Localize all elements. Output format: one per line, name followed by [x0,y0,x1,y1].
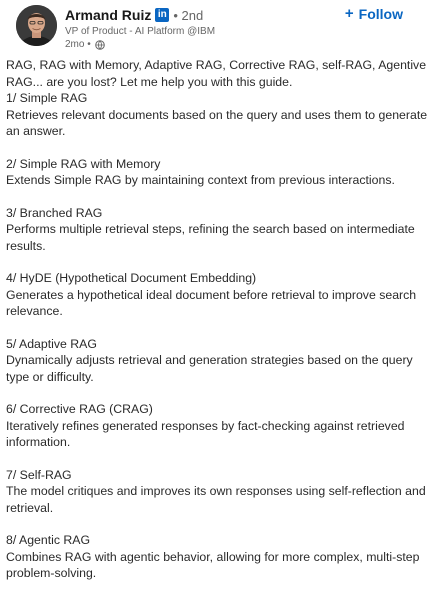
section-description: Combines RAG with agentic behavior, allowing for more complex, multi-step problem-solving. [6,549,420,580]
author-name[interactable]: Armand Ruiz [65,7,152,23]
connection-degree: • 2nd [173,7,204,23]
post-header [8,0,437,56]
section-title: 1/ Simple RAG [6,91,88,105]
follow-label: Follow [358,5,403,22]
author-headline: VP of Product - AI Platform @IBM [65,26,216,37]
guide-section-8 [6,532,436,582]
section-title: 7/ Self-RAG [6,467,72,482]
section-description: Iteratively refines generated responses by fact-checking against retrieved information. [6,418,405,449]
guide-section-2 [6,156,436,189]
section-description: Extends Simple RAG by maintaining context from previous interactions. [6,173,395,187]
section-description: Generates a hypothetical ideal document before retrieval to improve search relevance. [6,287,417,318]
section-title: 8/ Agentic RAG [6,533,91,547]
follow-button[interactable] [345,5,403,22]
author-avatar[interactable] [16,5,57,46]
post-meta [65,38,335,51]
guide-section-4 [6,270,436,320]
author-info [65,5,335,51]
section-title: 4/ HyDE (Hypothetical Document Embedding) [6,271,257,285]
guide-section-1 [6,90,436,140]
section-title: 6/ Corrective RAG (CRAG) [6,402,153,416]
post-time: 2mo • [65,39,91,50]
guide-section-6 [6,401,436,451]
guide-section-3 [6,205,436,255]
post-body [6,57,436,582]
section-description: Retrieves relevant documents based on the query and uses them to generate an answer. [6,107,428,138]
plus-icon: + [344,5,354,22]
section-description: The model critiques and improves its own responses using self-reflection and retrieval. [6,484,426,515]
section-description: Performs multiple retrieval steps, refining the search based on intermediate results. [6,222,415,253]
globe-icon [95,40,105,50]
section-title: 5/ Adaptive RAG [6,336,97,351]
section-description: Dynamically adjusts retrieval and generation strategies based on the query type or difficulty. [6,353,413,384]
guide-section-5 [6,336,436,386]
section-title: 3/ Branched RAG [6,205,103,220]
guide-section-7 [6,467,436,517]
avatar-image [16,5,57,46]
linkedin-badge-icon: in [155,8,169,22]
author-name-row [65,5,335,25]
post-intro: RAG, RAG with Memory, Adaptive RAG, Corrective RAG, self-RAG, Agentive RAG... are you lost? Let me help you with this guide. [6,58,427,89]
section-title: 2/ Simple RAG with Memory [6,156,161,171]
